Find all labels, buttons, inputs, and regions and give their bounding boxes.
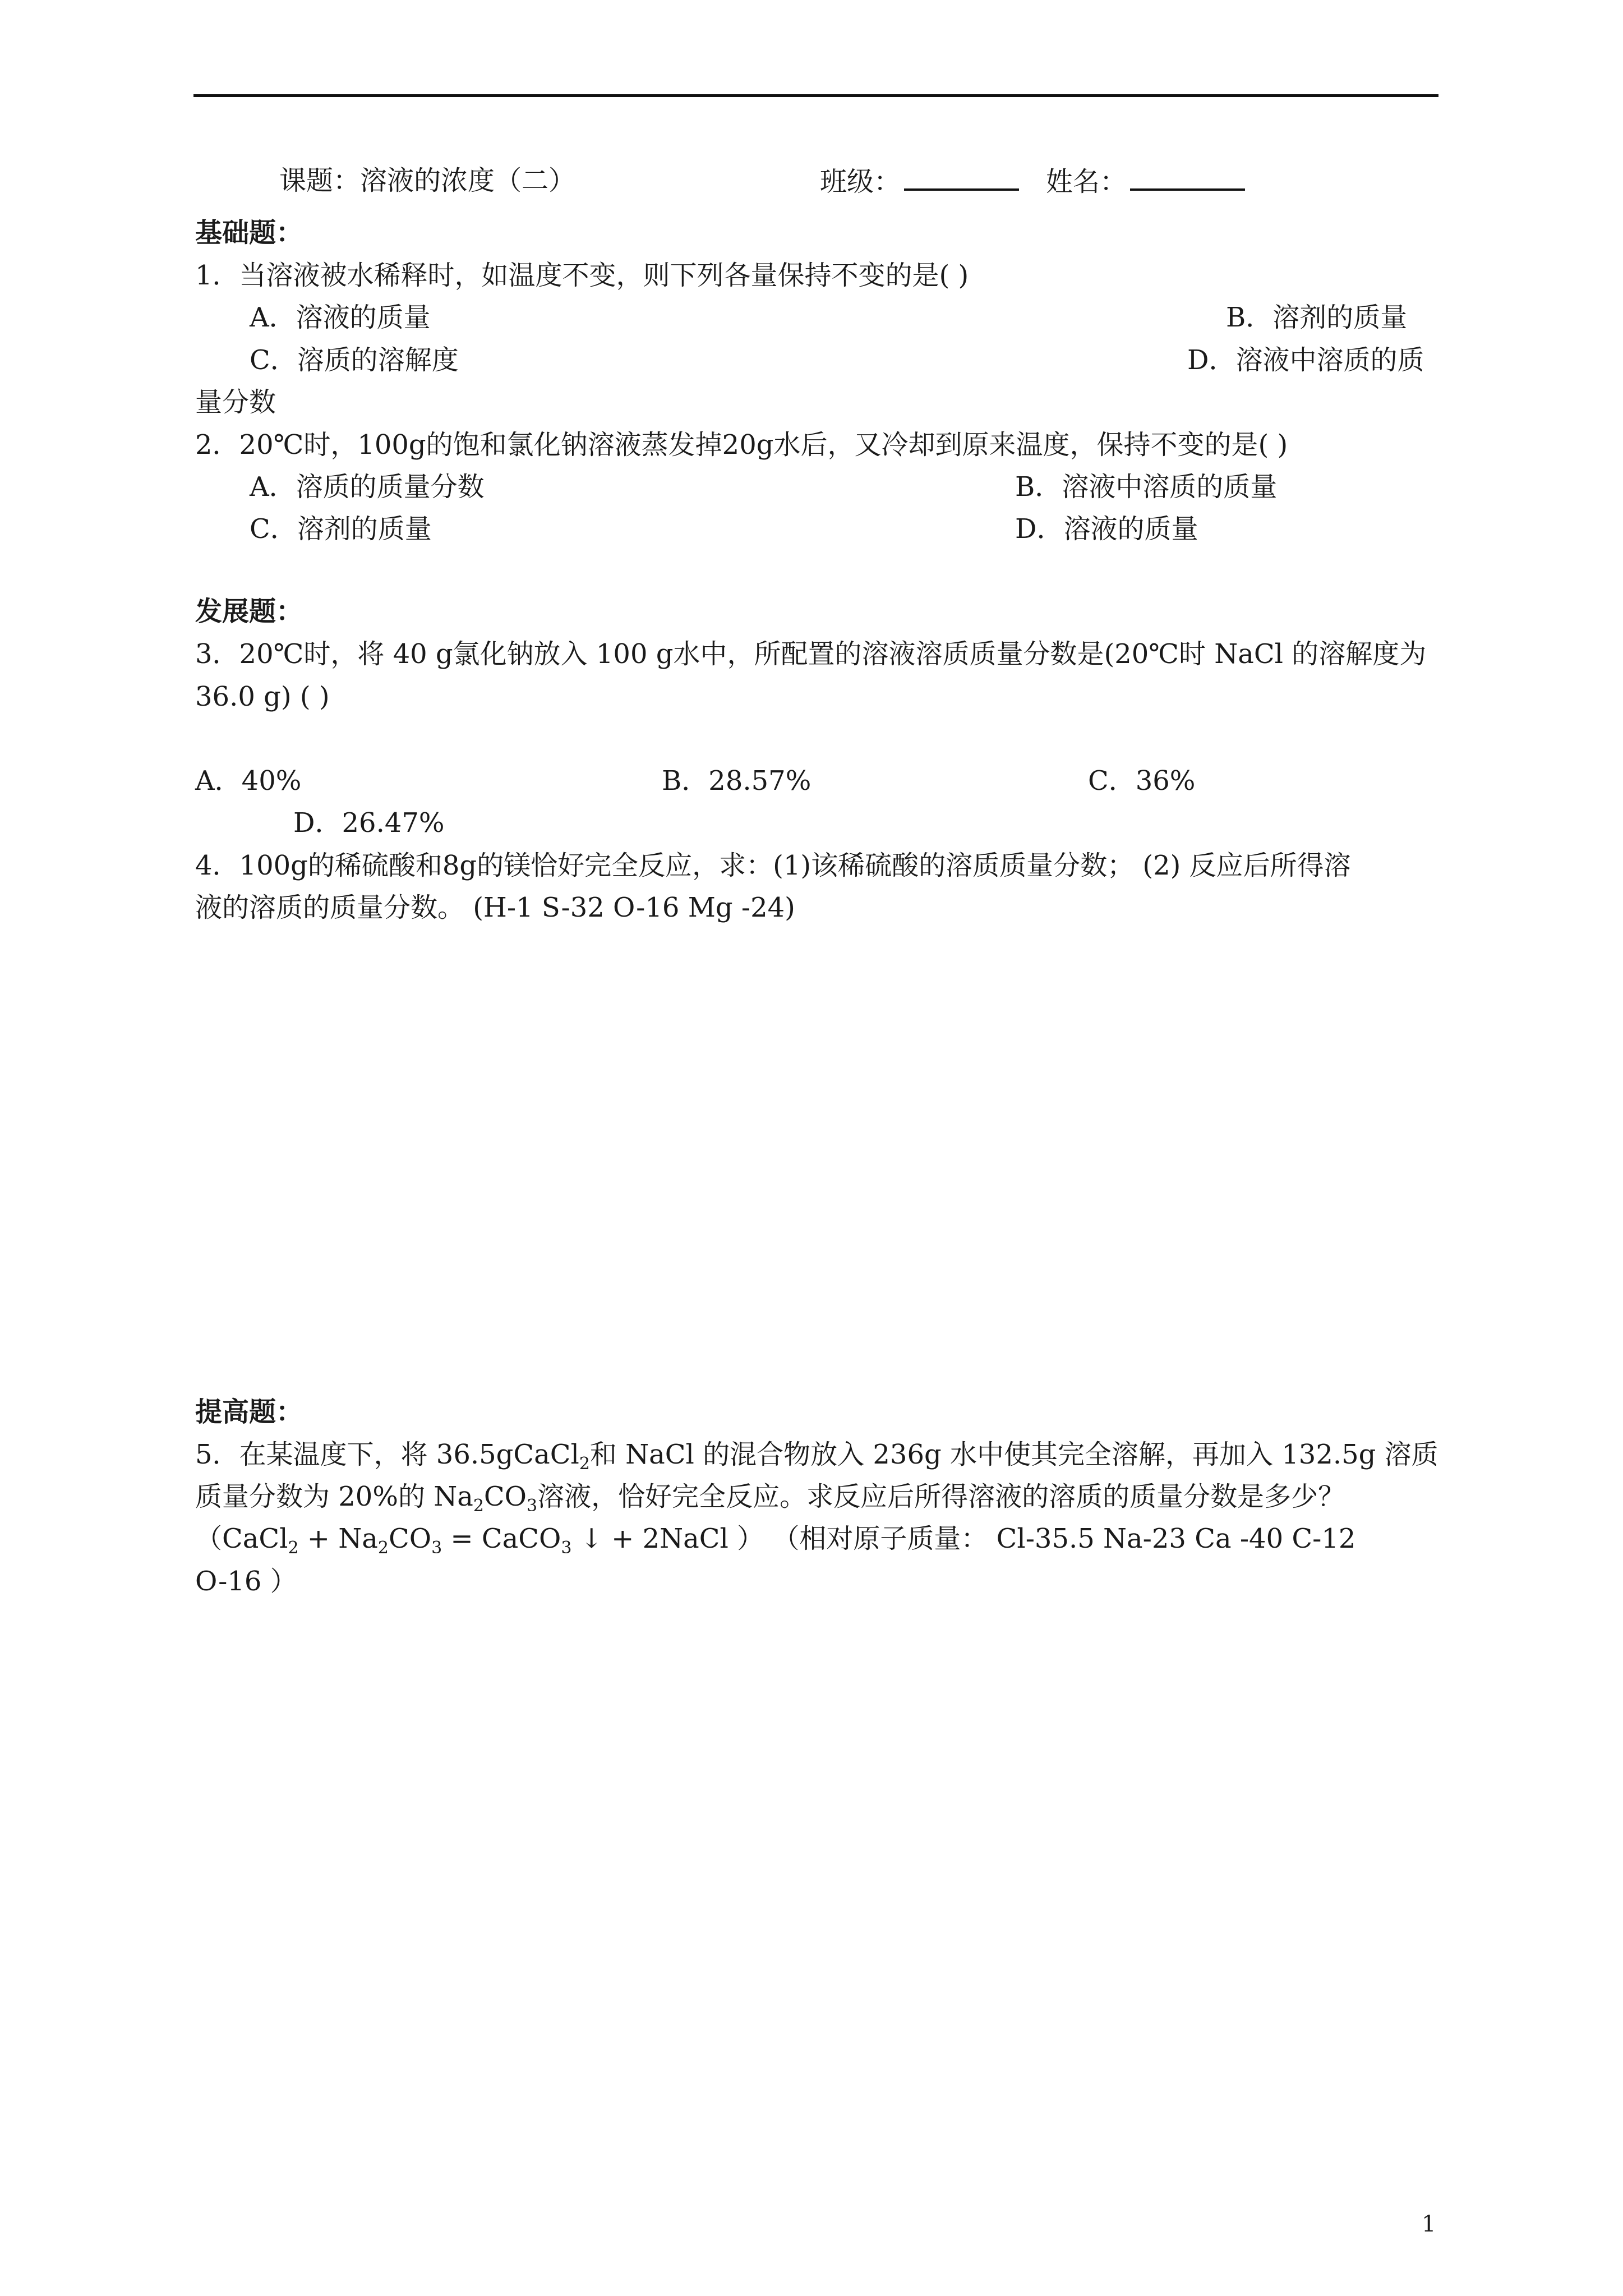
- q3-option-d: D．26.47%: [293, 807, 445, 839]
- q5-line1-text-a: 5．在某温度下，将 36.5gCaCl: [195, 1439, 579, 1470]
- q5-eq-text-c: CO: [388, 1523, 432, 1554]
- q5-line4: O-16 ）: [195, 1566, 297, 1597]
- q5-line1: [195, 1438, 1438, 1474]
- q5-line1-text-b: 和 NaCl 的混合物放入 236g 水中使其完全溶解，再加入 132.5g 溶质: [589, 1439, 1438, 1470]
- q2-option-d: D．溶液的质量: [1015, 513, 1198, 545]
- q4-line1: 4．100g的稀硫酸和8g的镁恰好完全反应，求：(1)该稀硫酸的溶质质量分数； (2) 反应后所得溶: [195, 850, 1351, 881]
- q1-option-d: D．溶液中溶质的质: [1187, 344, 1424, 376]
- name-blank: [1130, 164, 1245, 191]
- q5-line2-text-a: 质量分数为 20%的 Na: [195, 1481, 473, 1512]
- name-field: [1046, 164, 1245, 199]
- section-develop: 发展题：: [195, 596, 303, 627]
- q5-line2-subscript-1: 2: [473, 1496, 484, 1516]
- section-basic: 基础题：: [195, 217, 303, 249]
- q5-eq-text-d: = CaCO: [442, 1523, 561, 1554]
- q5-line2-text-c: 溶液，恰好完全反应。求反应后所得溶液的溶质的质量分数是多少？: [537, 1481, 1345, 1512]
- q5-eq-subscript-4: 3: [561, 1538, 572, 1558]
- q3-option-b: B．28.57%: [662, 765, 811, 797]
- q5-eq-text-b: + Na: [298, 1523, 378, 1554]
- class-field: [820, 164, 1019, 199]
- q2-stem: 2．20℃时，100g的饱和氯化钠溶液蒸发掉20g水后，又冷却到原来温度，保持不变的是( ): [195, 429, 1288, 461]
- q1-option-d-continued: 量分数: [195, 386, 276, 418]
- q2-option-a: A．溶质的质量分数: [250, 471, 485, 503]
- q3-option-c: C．36%: [1088, 765, 1196, 797]
- q5-line2-subscript-2: 3: [527, 1496, 538, 1516]
- q5-line3-equation: [195, 1522, 1355, 1556]
- q1-option-c: C．溶质的溶解度: [250, 344, 459, 376]
- section-advanced: 提高题：: [195, 1396, 303, 1428]
- q1-option-b: B．溶剂的质量: [1226, 302, 1408, 333]
- q3-option-a: A．40%: [195, 765, 302, 797]
- q5-eq-text-a: （CaCl: [195, 1523, 288, 1554]
- q3-stem-line2: 36.0 g) ( ): [195, 681, 330, 712]
- q5-eq-subscript-3: 3: [431, 1538, 442, 1558]
- q1-stem: 1．当溶液被水稀释时，如温度不变，则下列各量保持不变的是( ): [195, 260, 969, 291]
- q1-option-a: A．溶液的质量: [250, 302, 431, 333]
- q2-option-c: C．溶剂的质量: [250, 513, 432, 545]
- q5-eq-text-e: ↓ + 2NaCl ） （相对原子质量： Cl-35.5 Na-23 Ca -40 C-12: [571, 1523, 1356, 1554]
- q5-eq-subscript-2: 2: [377, 1538, 389, 1558]
- q5-line2-text-b: CO: [483, 1481, 527, 1512]
- page-number: 1: [1422, 2211, 1436, 2237]
- topic-title: 课题：溶液的浓度（二）: [279, 165, 576, 196]
- header-rule: [193, 94, 1438, 97]
- q5-line2: [195, 1480, 1345, 1516]
- q4-line2: 液的溶质的质量分数。 (H-1 S-32 O-16 Mg -24): [195, 892, 795, 923]
- name-label: 姓名：: [1046, 166, 1127, 197]
- q2-option-b: B．溶液中溶质的质量: [1015, 471, 1278, 503]
- q5-eq-subscript-1: 2: [288, 1538, 299, 1558]
- q3-stem-line1: 3．20℃时，将 40 g氯化钠放入 100 g水中，所配置的溶液溶质质量分数是(20℃时 NaCl 的溶解度为: [195, 638, 1427, 670]
- class-blank: [904, 164, 1019, 191]
- class-label: 班级：: [820, 166, 901, 197]
- q5-line1-subscript: 2: [579, 1454, 590, 1474]
